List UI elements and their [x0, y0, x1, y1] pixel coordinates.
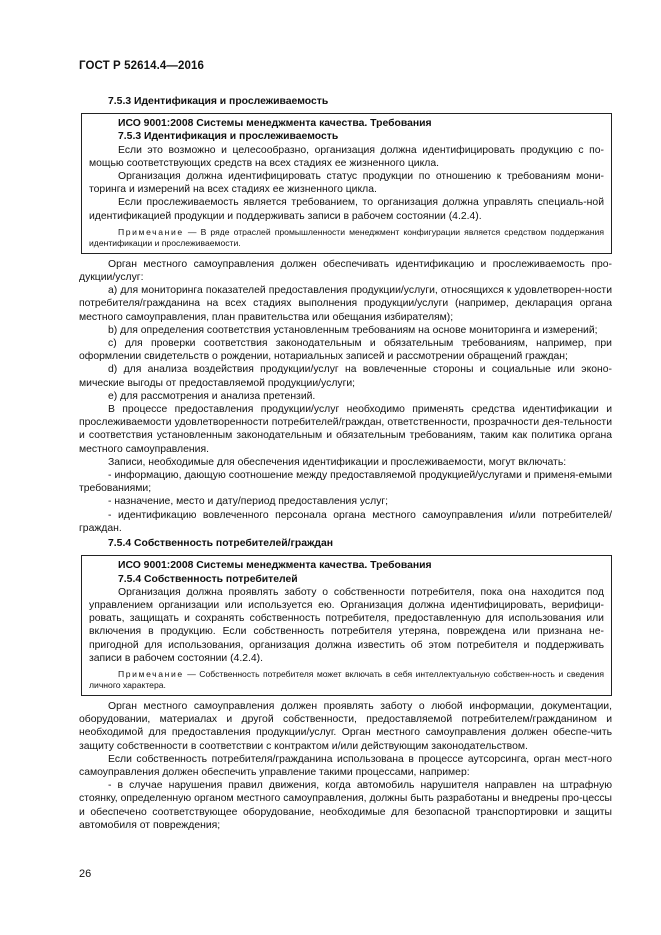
- list-item: а) для мониторинга показателей предоставления продукции/услуги, относящихся к удовлетворен-ности потребителя/гражданина на всех стадиях выполнения продукции/услуги (например, декларация органа местного самоуправления, план правительства или обещания избирателям);: [79, 285, 612, 323]
- body-paragraph: Записи, необходимые для обеспечения идентификации и прослеживаемости, могут включать:: [108, 456, 567, 468]
- iso-box-note: [89, 669, 604, 691]
- iso-quote-box-7-5-3: [81, 113, 612, 254]
- page-number: 26: [79, 868, 92, 880]
- list-item: c) для проверки соответствия законодательным и обязательным требованиям, например, при оформлении свидетельств о рождении, нотариальных записей и рассмотрении обращений граждан;: [79, 338, 612, 363]
- body-paragraph: Орган местного самоуправления должен проявлять заботу о любой информации, документации, оборудовании, материалах и другой собственности, предоставляемой потребителем/гражданином и необходимой для предоставления продукции/услуг. Орган местного самоуправления должен обеспе-чить защиту собственности в соответствии с контрактом и/или действующим законодательством.: [79, 700, 612, 752]
- section-heading-7-5-3: 7.5.3 Идентификация и прослеживаемость: [108, 96, 329, 107]
- list-item: - в случае нарушения правил движения, когда автомобиль нарушителя направлен на штрафную стоянку, определенную органом местного самоуправления, должны быть разработаны и внедрены про-цессы и обеспечено соответствующее оборудование, необходимые для безопасной транспортировки и защиты автомобиля от повреждения;: [79, 780, 612, 831]
- iso-box-subheading: 7.5.4 Собственность потребителей: [118, 573, 298, 585]
- body-paragraph: Орган местного самоуправления должен обеспечивать идентификацию и прослеживаемость про-дукции/услуг:: [79, 258, 612, 284]
- iso-box-paragraph: Если это возможно и целесообразно, организация должна идентифицировать продукцию с по-мощью соответствующих средств на всех стадиях ее жизненного цикла.: [89, 144, 604, 169]
- note-text: — Собственность потребителя может включать в себя интеллектуальную собствен-ность и сведения личного характера.: [89, 668, 604, 690]
- list-item: - назначение, место и дату/период предоставления услуг;: [108, 496, 389, 508]
- list-item: d) для анализа воздействия продукции/услуг на вовлеченные стороны и социальные или эконо-мические выгоды от предоставляемой продукции/услуги;: [79, 364, 612, 389]
- iso-box-title: ИСО 9001:2008 Системы менеджмента качества. Требования: [118, 560, 432, 572]
- note-label: Примечание: [118, 226, 184, 237]
- body-paragraph: В процессе предоставления продукции/услуг необходимо применять средства идентификации и прослеживаемости удовлетворенности потребителей/граждан, ответственности, прозрачности дея-тельности и соответствия установленным законодательным и обязательным требованиям, таким как политика органа местного самоуправления.: [79, 404, 612, 455]
- body-paragraph: Если собственность потребителя/гражданина использована в процессе аутсорсинга, орган мест-ного самоуправления должен обеспечить управление такими процессами, например:: [79, 753, 612, 778]
- iso-box-note: [89, 227, 604, 249]
- list-item: b) для определения соответствия установленным требованиям на основе мониторинга и измерений;: [108, 324, 598, 336]
- page-content: [79, 93, 612, 832]
- section-heading-7-5-4: 7.5.4 Собственность потребителей/граждан: [108, 538, 334, 550]
- iso-box-paragraph: Организация должна проявлять заботу о собственности потребителя, пока она находится под управлением организации или используется ею. Организация должна идентифицировать, верифици-ровать, защищать и сохранять собственность потребителя, предоставленную для использования или включения в продукцию. Если собственность потребителя утеряна, повреждена или признана не-пригодной для использования, организация должна известить об этом потребителя и поддерживать записи в рабочем состоянии (4.2.4).: [89, 586, 604, 664]
- list-item: - информацию, дающую соотношение между предоставляемой продукцией/услугами и применя-емыми требованиями;: [79, 470, 612, 495]
- iso-quote-box-7-5-4: [81, 555, 612, 696]
- list-item: - идентификацию вовлеченного персонала органа местного самоуправления и/или потребителей/граждан.: [79, 509, 612, 534]
- note-text: — В ряде отраслей промышленности менеджмент конфигурации является средством поддержания идентификации и прослеживаемости.: [89, 226, 604, 248]
- iso-box-paragraph: Организация должна идентифицировать статус продукции по отношению к требованиям мони-торинга и измерений на всех стадиях ее жизненного цикла.: [89, 171, 604, 196]
- note-label: Примечание: [118, 668, 184, 679]
- iso-box-title: ИСО 9001:2008 Системы менеджмента качества. Требования: [118, 118, 432, 130]
- iso-box-subheading: 7.5.3 Идентификация и прослеживаемость: [118, 131, 339, 143]
- iso-box-paragraph: Если прослеживаемость является требованием, то организация должна управлять специаль-ной идентификацией продукции и поддерживать записи в рабочем состоянии (4.2.4).: [89, 197, 604, 222]
- list-item: е) для рассмотрения и анализа претензий.: [108, 390, 316, 402]
- document-id-header: ГОСТ Р 52614.4—2016: [79, 60, 204, 72]
